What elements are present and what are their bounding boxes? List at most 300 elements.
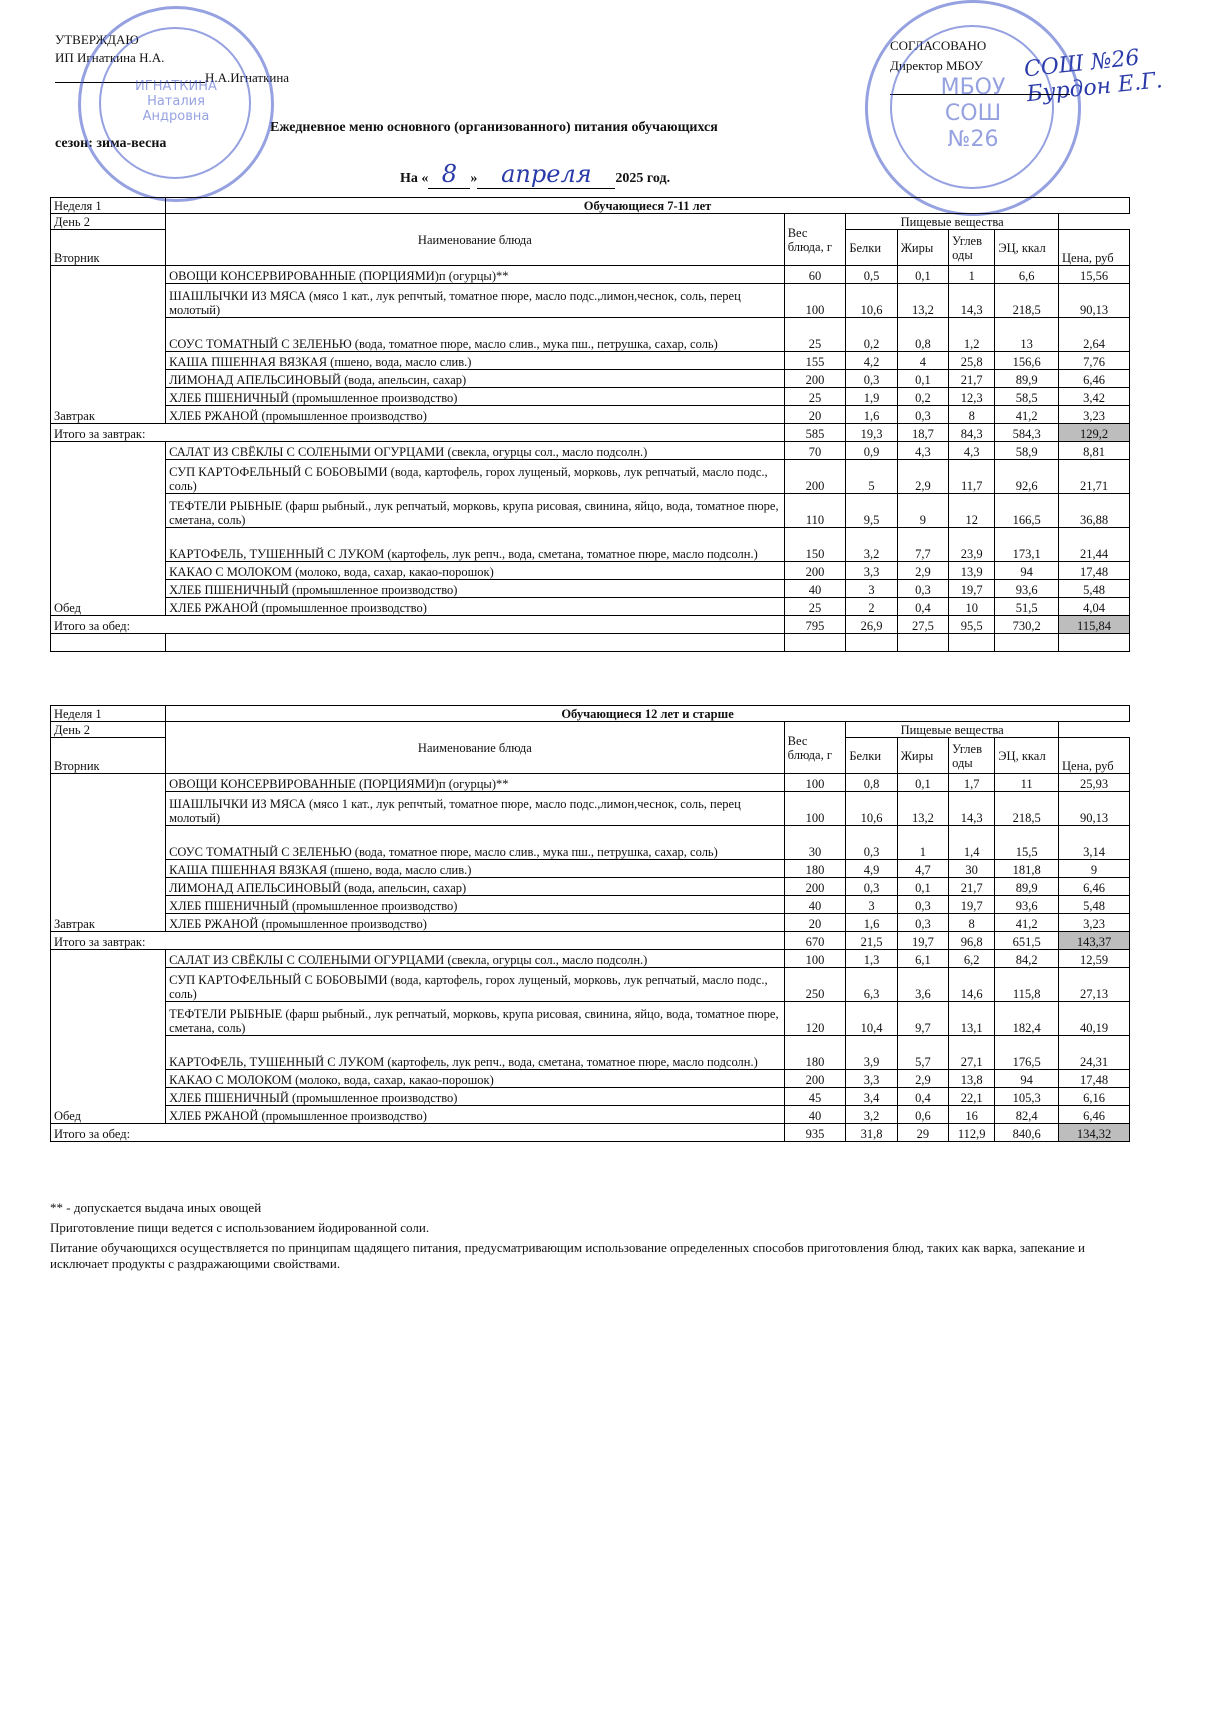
dish-weight: 100 xyxy=(784,792,846,826)
dish-price: 25,93 xyxy=(1059,774,1130,792)
dish-energy: 218,5 xyxy=(995,284,1059,318)
meal-label: Завтрак xyxy=(51,774,166,932)
dish-protein: 1,9 xyxy=(846,388,897,406)
dish-protein: 9,5 xyxy=(846,494,897,528)
dish-energy: 181,8 xyxy=(995,860,1059,878)
dish-name: КАКАО С МОЛОКОМ (молоко, вода, сахар, какао-порошок) xyxy=(166,562,785,580)
dish-carbs: 14,3 xyxy=(949,284,995,318)
total-protein: 21,5 xyxy=(846,932,897,950)
dish-row xyxy=(51,774,1130,792)
dish-price: 40,19 xyxy=(1059,1002,1130,1036)
dish-fat: 0,3 xyxy=(897,406,948,424)
dish-protein: 0,9 xyxy=(846,442,897,460)
dish-fat: 0,3 xyxy=(897,580,948,598)
dish-carbs: 23,9 xyxy=(949,528,995,562)
total-label: Итого за обед: xyxy=(51,1124,785,1142)
dish-energy: 41,2 xyxy=(995,406,1059,424)
dish-price: 6,46 xyxy=(1059,370,1130,388)
dish-fat: 9,7 xyxy=(897,1002,948,1036)
dish-price: 2,64 xyxy=(1059,318,1130,352)
dish-price: 24,31 xyxy=(1059,1036,1130,1070)
dish-carbs: 1,7 xyxy=(949,774,995,792)
dish-name: САЛАТ ИЗ СВЁКЛЫ С СОЛЕНЫМИ ОГУРЦАМИ (свекла, огурцы сол., масло подсолн.) xyxy=(166,950,785,968)
nutrients-header: Пищевые вещества xyxy=(846,722,1059,738)
meal-label: Обед xyxy=(51,950,166,1124)
total-fat: 19,7 xyxy=(897,932,948,950)
dish-carbs: 12,3 xyxy=(949,388,995,406)
dish-price: 90,13 xyxy=(1059,284,1130,318)
protein-header: Белки xyxy=(846,738,897,774)
dish-weight: 120 xyxy=(784,1002,846,1036)
dish-price: 9 xyxy=(1059,860,1130,878)
dish-energy: 58,9 xyxy=(995,442,1059,460)
dish-price: 27,13 xyxy=(1059,968,1130,1002)
dish-weight: 100 xyxy=(784,950,846,968)
dish-name: ТЕФТЕЛИ РЫБНЫЕ (фарш рыбный., лук репчатый, морковь, крупа рисовая, свинина, яйцо, вода, томатное пюре, сметана, соль) xyxy=(166,1002,785,1036)
dish-name: ОВОЩИ КОНСЕРВИРОВАННЫЕ (ПОРЦИЯМИ)п (огурцы)** xyxy=(166,266,785,284)
dish-row xyxy=(51,580,1130,598)
dish-energy: 41,2 xyxy=(995,914,1059,932)
dish-energy: 58,5 xyxy=(995,388,1059,406)
dish-row xyxy=(51,950,1130,968)
total-label: Итого за завтрак: xyxy=(51,424,785,442)
dish-price: 21,71 xyxy=(1059,460,1130,494)
dish-price: 7,76 xyxy=(1059,352,1130,370)
dish-carbs: 1,4 xyxy=(949,826,995,860)
dish-row xyxy=(51,896,1130,914)
dish-price: 5,48 xyxy=(1059,580,1130,598)
meal-label: Завтрак xyxy=(51,266,166,424)
fat-header: Жиры xyxy=(897,738,948,774)
dish-name: ХЛЕБ РЖАНОЙ (промышленное производство) xyxy=(166,406,785,424)
dish-weight: 150 xyxy=(784,528,846,562)
nutrients-header: Пищевые вещества xyxy=(846,214,1059,230)
dish-fat: 4,3 xyxy=(897,442,948,460)
breakfast-rows xyxy=(51,774,1130,932)
carbs-header: Углев оды xyxy=(949,230,995,266)
total-energy: 840,6 xyxy=(995,1124,1059,1142)
total-fat: 27,5 xyxy=(897,616,948,634)
dish-protein: 4,9 xyxy=(846,860,897,878)
dish-protein: 3,9 xyxy=(846,1036,897,1070)
dish-row xyxy=(51,1106,1130,1124)
dish-row xyxy=(51,528,1130,562)
dish-price: 5,48 xyxy=(1059,896,1130,914)
breakfast-total-row xyxy=(51,932,1130,950)
lunch-total-row xyxy=(51,1124,1130,1142)
dish-name: ХЛЕБ РЖАНОЙ (промышленное производство) xyxy=(166,1106,785,1124)
dish-price: 90,13 xyxy=(1059,792,1130,826)
dish-name: ОВОЩИ КОНСЕРВИРОВАННЫЕ (ПОРЦИЯМИ)п (огурцы)** xyxy=(166,774,785,792)
total-protein: 19,3 xyxy=(846,424,897,442)
dish-row xyxy=(51,562,1130,580)
dish-name: ХЛЕБ РЖАНОЙ (промышленное производство) xyxy=(166,598,785,616)
price-header: Цена, руб xyxy=(1059,738,1130,774)
dish-energy: 94 xyxy=(995,562,1059,580)
dish-energy: 13 xyxy=(995,318,1059,352)
dish-row xyxy=(51,860,1130,878)
dish-carbs: 8 xyxy=(949,914,995,932)
dish-fat: 0,4 xyxy=(897,1088,948,1106)
dish-carbs: 13,9 xyxy=(949,562,995,580)
dish-carbs: 21,7 xyxy=(949,878,995,896)
right-round-stamp: МБОУ СОШ №26 xyxy=(865,0,1081,216)
dish-price: 6,46 xyxy=(1059,878,1130,896)
dish-price: 6,16 xyxy=(1059,1088,1130,1106)
fat-header: Жиры xyxy=(897,230,948,266)
weekday-label: Вторник xyxy=(51,738,166,774)
dish-energy: 218,5 xyxy=(995,792,1059,826)
dish-energy: 6,6 xyxy=(995,266,1059,284)
dish-protein: 10,4 xyxy=(846,1002,897,1036)
dish-weight: 45 xyxy=(784,1088,846,1106)
dish-carbs: 14,6 xyxy=(949,968,995,1002)
dish-energy: 84,2 xyxy=(995,950,1059,968)
dish-row xyxy=(51,494,1130,528)
dish-fat: 4,7 xyxy=(897,860,948,878)
total-carbs: 84,3 xyxy=(949,424,995,442)
dish-price: 6,46 xyxy=(1059,1106,1130,1124)
agree-org: Директор МБОУ xyxy=(890,58,983,73)
dish-row xyxy=(51,968,1130,1002)
dish-price: 8,81 xyxy=(1059,442,1130,460)
total-price: 143,37 xyxy=(1059,932,1130,950)
dish-weight: 110 xyxy=(784,494,846,528)
dish-fat: 0,1 xyxy=(897,878,948,896)
dish-carbs: 4,3 xyxy=(949,442,995,460)
dish-weight: 25 xyxy=(784,318,846,352)
dish-protein: 0,8 xyxy=(846,774,897,792)
dish-weight: 250 xyxy=(784,968,846,1002)
dish-fat: 1 xyxy=(897,826,948,860)
dish-weight: 155 xyxy=(784,352,846,370)
dish-energy: 94 xyxy=(995,1070,1059,1088)
dish-protein: 3,2 xyxy=(846,1106,897,1124)
dish-weight: 200 xyxy=(784,1070,846,1088)
dish-carbs: 19,7 xyxy=(949,896,995,914)
day-label: День 2 xyxy=(51,722,166,738)
dish-name: САЛАТ ИЗ СВЁКЛЫ С СОЛЕНЫМИ ОГУРЦАМИ (свекла, огурцы сол., масло подсолн.) xyxy=(166,442,785,460)
dish-row xyxy=(51,370,1130,388)
dish-carbs: 6,2 xyxy=(949,950,995,968)
footnote-vegetables: ** - допускается выдача иных овощей xyxy=(50,1200,262,1215)
energy-header: ЭЦ, ккал xyxy=(995,738,1059,774)
dish-energy: 93,6 xyxy=(995,896,1059,914)
dish-energy: 173,1 xyxy=(995,528,1059,562)
dish-carbs: 19,7 xyxy=(949,580,995,598)
total-fat: 18,7 xyxy=(897,424,948,442)
dish-name: СУП КАРТОФЕЛЬНЫЙ С БОБОВЫМИ (вода, картофель, горох лущеный, морковь, лук репчатый, масло подс., соль) xyxy=(166,968,785,1002)
dish-energy: 89,9 xyxy=(995,370,1059,388)
breakfast-total-row xyxy=(51,424,1130,442)
dish-energy: 92,6 xyxy=(995,460,1059,494)
total-carbs: 96,8 xyxy=(949,932,995,950)
dish-protein: 5 xyxy=(846,460,897,494)
dish-weight: 200 xyxy=(784,460,846,494)
dish-protein: 3,2 xyxy=(846,528,897,562)
dish-fat: 0,3 xyxy=(897,914,948,932)
dish-price: 17,48 xyxy=(1059,562,1130,580)
dish-row xyxy=(51,598,1130,616)
age-group-title: Обучающиеся 12 лет и старше xyxy=(166,706,1130,722)
dish-name: СОУС ТОМАТНЫЙ С ЗЕЛЕНЬЮ (вода, томатное пюре, масло слив., мука пш., петрушка, сахар, соль) xyxy=(166,318,785,352)
dish-energy: 166,5 xyxy=(995,494,1059,528)
dish-protein: 10,6 xyxy=(846,284,897,318)
total-weight: 935 xyxy=(784,1124,846,1142)
total-weight: 585 xyxy=(784,424,846,442)
week-label: Неделя 1 xyxy=(51,198,166,214)
dish-weight: 180 xyxy=(784,860,846,878)
dish-protein: 0,5 xyxy=(846,266,897,284)
dish-weight: 200 xyxy=(784,562,846,580)
dish-fat: 0,1 xyxy=(897,266,948,284)
dish-name: ХЛЕБ РЖАНОЙ (промышленное производство) xyxy=(166,914,785,932)
dish-row xyxy=(51,406,1130,424)
agree-title: СОГЛАСОВАНО xyxy=(890,38,987,53)
dish-fat: 3,6 xyxy=(897,968,948,1002)
dish-row xyxy=(51,914,1130,932)
dish-fat: 0,3 xyxy=(897,896,948,914)
meal-label: Обед xyxy=(51,442,166,616)
lunch-rows xyxy=(51,442,1130,616)
dish-name: ШАШЛЫЧКИ ИЗ МЯСА (мясо 1 кат., лук репчтый, томатное пюре, масло подс.,лимон,чеснок, соль, перец молотый) xyxy=(166,792,785,826)
dish-name: ХЛЕБ ПШЕНИЧНЫЙ (промышленное производство) xyxy=(166,388,785,406)
dish-weight: 60 xyxy=(784,266,846,284)
dish-price: 4,04 xyxy=(1059,598,1130,616)
dish-energy: 115,8 xyxy=(995,968,1059,1002)
dish-protein: 0,2 xyxy=(846,318,897,352)
dish-fat: 0,1 xyxy=(897,370,948,388)
dish-price: 12,59 xyxy=(1059,950,1130,968)
dish-protein: 6,3 xyxy=(846,968,897,1002)
dish-price: 36,88 xyxy=(1059,494,1130,528)
dish-energy: 182,4 xyxy=(995,1002,1059,1036)
dish-price: 17,48 xyxy=(1059,1070,1130,1088)
total-energy: 584,3 xyxy=(995,424,1059,442)
dish-energy: 15,5 xyxy=(995,826,1059,860)
dish-fat: 0,8 xyxy=(897,318,948,352)
dish-carbs: 1,2 xyxy=(949,318,995,352)
total-weight: 795 xyxy=(784,616,846,634)
dish-carbs: 11,7 xyxy=(949,460,995,494)
dish-weight: 70 xyxy=(784,442,846,460)
total-weight: 670 xyxy=(784,932,846,950)
dish-carbs: 13,1 xyxy=(949,1002,995,1036)
dish-weight: 40 xyxy=(784,1106,846,1124)
total-protein: 26,9 xyxy=(846,616,897,634)
total-fat: 29 xyxy=(897,1124,948,1142)
energy-header: ЭЦ, ккал xyxy=(995,230,1059,266)
dish-energy: 93,6 xyxy=(995,580,1059,598)
dish-protein: 3 xyxy=(846,896,897,914)
dish-name-header: Наименование блюда xyxy=(166,214,785,266)
dish-energy: 11 xyxy=(995,774,1059,792)
dish-energy: 51,5 xyxy=(995,598,1059,616)
dish-weight: 30 xyxy=(784,826,846,860)
dish-protein: 3,3 xyxy=(846,562,897,580)
dish-carbs: 21,7 xyxy=(949,370,995,388)
price-header: Цена, руб xyxy=(1059,230,1130,266)
weight-header: Вес блюда, г xyxy=(784,722,846,774)
approve-org: ИП Игнаткина Н.А. xyxy=(55,50,165,65)
dish-fat: 4 xyxy=(897,352,948,370)
dish-name: КАКАО С МОЛОКОМ (молоко, вода, сахар, какао-порошок) xyxy=(166,1070,785,1088)
dish-row xyxy=(51,1070,1130,1088)
dish-fat: 0,6 xyxy=(897,1106,948,1124)
total-energy: 730,2 xyxy=(995,616,1059,634)
dish-name: ШАШЛЫЧКИ ИЗ МЯСА (мясо 1 кат., лук репчтый, томатное пюре, масло подс.,лимон,чеснок, соль, перец молотый) xyxy=(166,284,785,318)
dish-protein: 4,2 xyxy=(846,352,897,370)
document-title: Ежедневное меню основного (организованного) питания обучающихся xyxy=(270,120,718,135)
dish-protein: 10,6 xyxy=(846,792,897,826)
weekday-label: Вторник xyxy=(51,230,166,266)
dish-row xyxy=(51,284,1130,318)
total-energy: 651,5 xyxy=(995,932,1059,950)
total-label: Итого за обед: xyxy=(51,616,785,634)
dish-row xyxy=(51,352,1130,370)
dish-energy: 82,4 xyxy=(995,1106,1059,1124)
dish-weight: 200 xyxy=(784,370,846,388)
dish-row xyxy=(51,442,1130,460)
dish-row xyxy=(51,318,1130,352)
dish-row xyxy=(51,1002,1130,1036)
total-price: 115,84 xyxy=(1059,616,1130,634)
total-price: 134,32 xyxy=(1059,1124,1130,1142)
dish-row xyxy=(51,266,1130,284)
dish-protein: 1,3 xyxy=(846,950,897,968)
dish-carbs: 14,3 xyxy=(949,792,995,826)
total-carbs: 95,5 xyxy=(949,616,995,634)
weight-header: Вес блюда, г xyxy=(784,214,846,266)
dish-energy: 176,5 xyxy=(995,1036,1059,1070)
dish-name-header: Наименование блюда xyxy=(166,722,785,774)
menu-table-12-plus xyxy=(50,705,1130,1142)
dish-carbs: 25,8 xyxy=(949,352,995,370)
dish-name: КАРТОФЕЛЬ, ТУШЕННЫЙ С ЛУКОМ (картофель, лук репч., вода, сметана, томатное пюре, масло подсолн.) xyxy=(166,1036,785,1070)
dish-carbs: 27,1 xyxy=(949,1036,995,1070)
spacer-row xyxy=(51,634,1130,652)
protein-header: Белки xyxy=(846,230,897,266)
dish-energy: 105,3 xyxy=(995,1088,1059,1106)
dish-fat: 5,7 xyxy=(897,1036,948,1070)
total-label: Итого за завтрак: xyxy=(51,932,785,950)
dish-name: КАША ПШЕННАЯ ВЯЗКАЯ (пшено, вода, масло слив.) xyxy=(166,860,785,878)
dish-fat: 13,2 xyxy=(897,284,948,318)
dish-name: ХЛЕБ ПШЕНИЧНЫЙ (промышленное производство) xyxy=(166,896,785,914)
dish-fat: 2,9 xyxy=(897,1070,948,1088)
dish-carbs: 16 xyxy=(949,1106,995,1124)
footnote-iodized-salt: Приготовление пищи ведется с использованием йодированной соли. xyxy=(50,1220,430,1235)
dish-carbs: 8 xyxy=(949,406,995,424)
dish-price: 21,44 xyxy=(1059,528,1130,562)
approve-sign: Н.А.Игнаткина xyxy=(205,70,290,85)
dish-name: СУП КАРТОФЕЛЬНЫЙ С БОБОВЫМИ (вода, картофель, горох лущеный, морковь, лук репчатый, масло подс., соль) xyxy=(166,460,785,494)
dish-row xyxy=(51,388,1130,406)
approve-title: УТВЕРЖДАЮ xyxy=(55,32,139,47)
dish-name: КАРТОФЕЛЬ, ТУШЕННЫЙ С ЛУКОМ (картофель, лук репч., вода, сметана, томатное пюре, масло подсолн.) xyxy=(166,528,785,562)
dish-weight: 40 xyxy=(784,896,846,914)
dish-weight: 100 xyxy=(784,284,846,318)
dish-fat: 2,9 xyxy=(897,460,948,494)
dish-fat: 9 xyxy=(897,494,948,528)
dish-name: ЛИМОНАД АПЕЛЬСИНОВЫЙ (вода, апельсин, сахар) xyxy=(166,370,785,388)
dish-carbs: 1 xyxy=(949,266,995,284)
dish-weight: 100 xyxy=(784,774,846,792)
dish-name: СОУС ТОМАТНЫЙ С ЗЕЛЕНЬЮ (вода, томатное пюре, масло слив., мука пш., петрушка, сахар, соль) xyxy=(166,826,785,860)
dish-fat: 0,1 xyxy=(897,774,948,792)
dish-protein: 3 xyxy=(846,580,897,598)
dish-protein: 0,3 xyxy=(846,826,897,860)
dish-row xyxy=(51,460,1130,494)
dish-weight: 20 xyxy=(784,914,846,932)
breakfast-rows xyxy=(51,266,1130,424)
dish-price: 3,42 xyxy=(1059,388,1130,406)
dish-row xyxy=(51,1036,1130,1070)
dish-weight: 20 xyxy=(784,406,846,424)
dish-weight: 25 xyxy=(784,598,846,616)
carbs-header: Углев оды xyxy=(949,738,995,774)
dish-protein: 0,3 xyxy=(846,370,897,388)
dish-protein: 0,3 xyxy=(846,878,897,896)
dish-carbs: 30 xyxy=(949,860,995,878)
dish-name: ТЕФТЕЛИ РЫБНЫЕ (фарш рыбный., лук репчатый, морковь, крупа рисовая, свинина, яйцо, вода, томатное пюре, сметана, соль) xyxy=(166,494,785,528)
age-group-title: Обучающиеся 7-11 лет xyxy=(166,198,1130,214)
dish-carbs: 10 xyxy=(949,598,995,616)
dish-carbs: 22,1 xyxy=(949,1088,995,1106)
dish-protein: 2 xyxy=(846,598,897,616)
dish-name: ХЛЕБ ПШЕНИЧНЫЙ (промышленное производство) xyxy=(166,1088,785,1106)
left-round-stamp: ИГНАТКИНА Наталия Андровна xyxy=(78,6,274,202)
lunch-total-row xyxy=(51,616,1130,634)
dish-energy: 156,6 xyxy=(995,352,1059,370)
dish-name: КАША ПШЕННАЯ ВЯЗКАЯ (пшено, вода, масло слив.) xyxy=(166,352,785,370)
dish-row xyxy=(51,878,1130,896)
dish-protein: 3,4 xyxy=(846,1088,897,1106)
dish-weight: 25 xyxy=(784,388,846,406)
lunch-rows xyxy=(51,950,1130,1124)
dish-protein: 3,3 xyxy=(846,1070,897,1088)
menu-table-7-11 xyxy=(50,197,1130,652)
dish-price: 3,23 xyxy=(1059,914,1130,932)
dish-weight: 180 xyxy=(784,1036,846,1070)
dish-protein: 1,6 xyxy=(846,914,897,932)
dish-price: 15,56 xyxy=(1059,266,1130,284)
agree-handwritten-signature: СОШ №26 Бурдон Е.Г. xyxy=(1022,45,1164,108)
dish-name: ХЛЕБ ПШЕНИЧНЫЙ (промышленное производство) xyxy=(166,580,785,598)
total-price: 129,2 xyxy=(1059,424,1130,442)
dish-weight: 40 xyxy=(784,580,846,598)
day-label: День 2 xyxy=(51,214,166,230)
week-label: Неделя 1 xyxy=(51,706,166,722)
dish-name: ЛИМОНАД АПЕЛЬСИНОВЫЙ (вода, апельсин, сахар) xyxy=(166,878,785,896)
footnote-gentle-diet: Питание обучающихся осуществляется по принципам щадящего питания, предусматривающим использование определенных способов приготовления блюд, таких как варка, запекание и исключает продукты с раздражающими свойствами. xyxy=(50,1240,1085,1271)
menu-date: На « 8 » апреля 2025 год. xyxy=(400,160,671,188)
dish-row xyxy=(51,1088,1130,1106)
dish-weight: 200 xyxy=(784,878,846,896)
dish-price: 3,23 xyxy=(1059,406,1130,424)
dish-protein: 1,6 xyxy=(846,406,897,424)
dish-carbs: 12 xyxy=(949,494,995,528)
dish-fat: 6,1 xyxy=(897,950,948,968)
date-month: апреля xyxy=(477,160,615,189)
dish-price: 3,14 xyxy=(1059,826,1130,860)
dish-fat: 0,4 xyxy=(897,598,948,616)
dish-fat: 13,2 xyxy=(897,792,948,826)
dish-carbs: 13,8 xyxy=(949,1070,995,1088)
season-label: сезон: зима-весна xyxy=(55,136,167,151)
total-protein: 31,8 xyxy=(846,1124,897,1142)
dish-fat: 2,9 xyxy=(897,562,948,580)
